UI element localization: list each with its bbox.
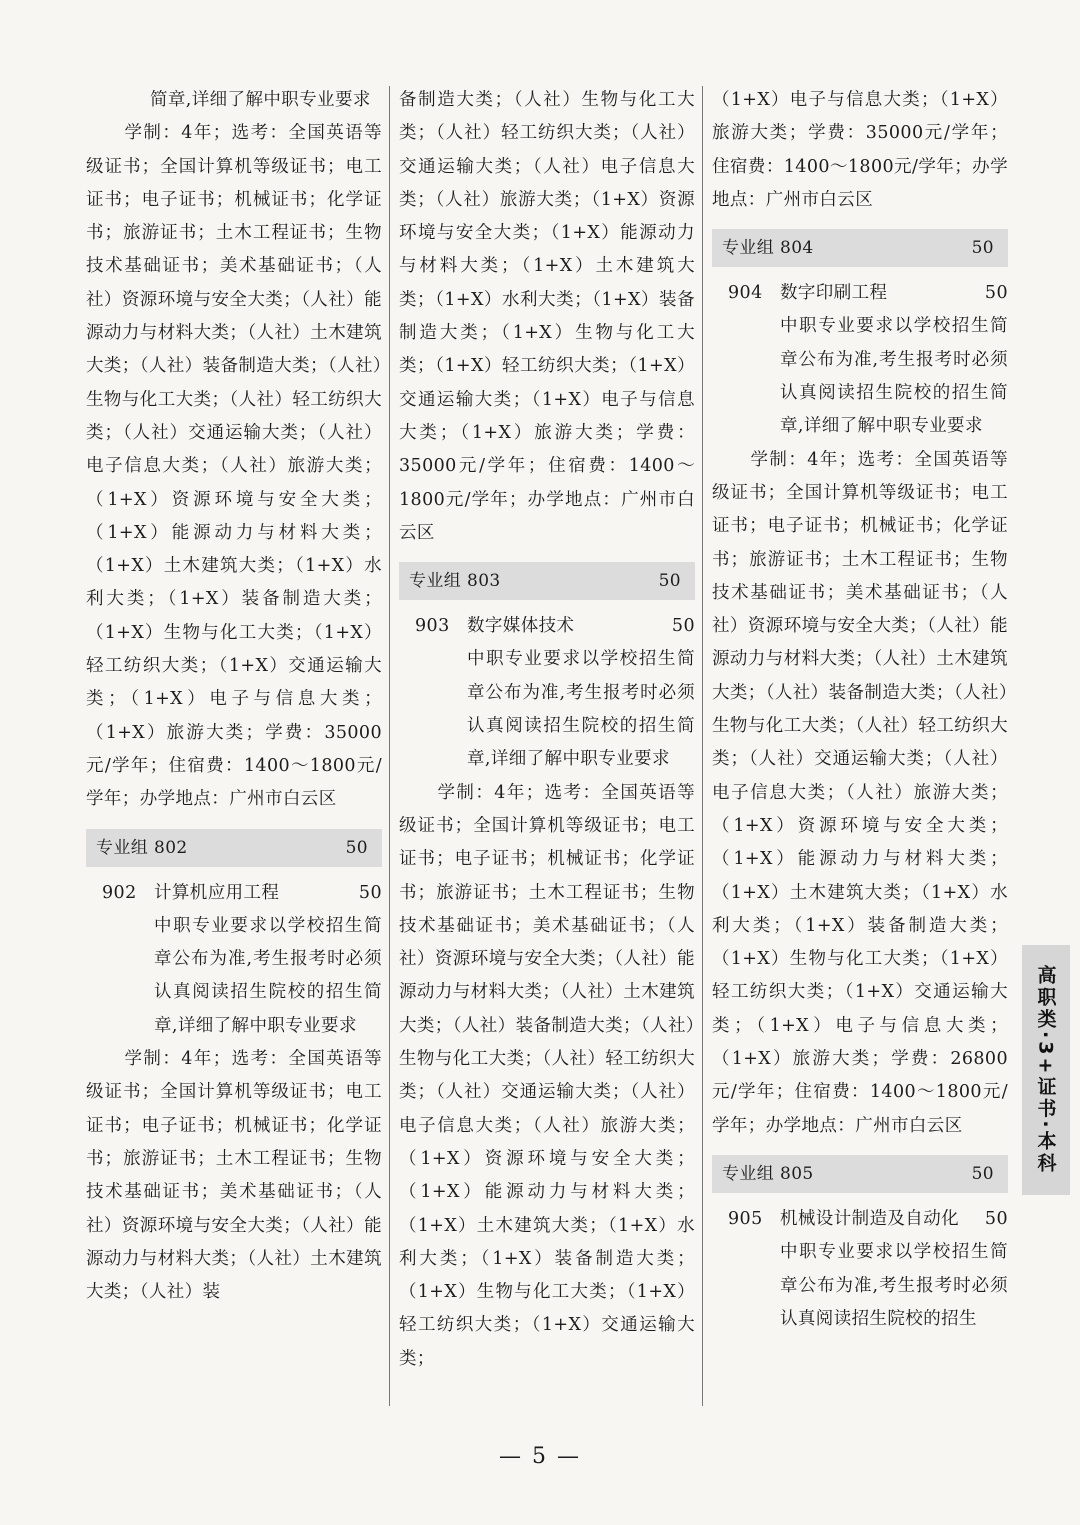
group-header [399, 562, 695, 600]
column-1 [86, 84, 382, 1309]
major-details: 学制：4年；选考：全国英语等级证书；全国计算机等级证书；电工证书；电子证书；机械证书；化学证书；旅游证书；土木工程证书；生物技术基础证书；美术基础证书；（人社）资源环境与安全大类；（人社）能源动力与材料大类；（人社）土木建筑大类；（人社）装 [86, 1049, 382, 1303]
major-requirement: 中职专业要求以学校招生简章公布为准,考生报考时必须认真阅读招生院校的招生 [780, 1242, 1008, 1329]
major-details: 备制造大类；（人社）生物与化工大类；（人社）轻工纺织大类；（人社）交通运输大类；（人社）电子信息大类；（人社）旅游大类；（1+X）资源环境与安全大类；（1+X）能源动力与材料大类；（1+X）土木建筑大类；（1+X）水利大类；（1+X）装备制造大类；（1+X）生物与化工大类；（1+X）轻工纺织大类；（1+X）交通运输大类；（1+X）电子与信息大类；（1+X）旅游大类；学费：35000元/学年；住宿费：1400～1800元/学年；办学地点：广州市白云区 [399, 90, 695, 543]
column-divider [702, 86, 703, 1406]
major-name: 机械设计制造及自动化 [780, 1208, 959, 1229]
major-name: 数字印刷工程 [780, 283, 888, 304]
major-details: 学制：4年；选考：全国英语等级证书；全国计算机等级证书；电工证书；电子证书；机械证书；化学证书；旅游证书；土木工程证书；生物技术基础证书；美术基础证书；（人社）资源环境与安全大类；（人社）能源动力与材料大类；（人社）土木建筑大类；（人社）装备制造大类；（人社）生物与化工大类；（人社）轻工纺织大类；（人社）交通运输大类；（人社）电子信息大类；（人社）旅游大类；（1+X）资源环境与安全大类；（1+X）能源动力与材料大类；（1+X）土木建筑大类；（1+X）水利大类；（1+X）装备制造大类；（1+X）生物与化工大类；（1+X）轻工纺织大类；（1+X）交通运输大类；（1+X）电子与信息大类；（1+X）旅游大类；学费：26800元/学年；住宿费：1400～1800元/学年；办学地点：广州市白云区 [712, 449, 1008, 1136]
group-label: 专业组 802 [96, 837, 188, 858]
group-label: 专业组 804 [722, 238, 814, 259]
major-quota: 50 [671, 616, 695, 637]
side-tab-label: 高职类·3+证书·本科 [1034, 965, 1057, 1175]
page-number: — 5 — [499, 1444, 581, 1469]
major-row [86, 877, 382, 910]
major-quota: 50 [358, 882, 382, 903]
major-row [712, 1203, 1008, 1236]
major-code: 905 [728, 1208, 763, 1229]
major-requirement: 中职专业要求以学校招生简章公布为准,考生报考时必须认真阅读招生院校的招生简章,详细了解中职专业要求 [467, 649, 695, 770]
major-code: 903 [415, 616, 450, 637]
column-divider [389, 86, 390, 1406]
continued-requirement: 简章,详细了解中职专业要求 [150, 90, 371, 110]
group-quota: 50 [971, 1163, 994, 1184]
column-2 [399, 84, 695, 1376]
group-header [86, 829, 382, 867]
section-side-tab [1022, 945, 1070, 1195]
group-header [712, 1155, 1008, 1193]
major-details: （1+X）电子与信息大类；（1+X）旅游大类；学费：35000元/学年；住宿费：1400～1800元/学年；办学地点：广州市白云区 [712, 90, 1008, 210]
major-requirement: 中职专业要求以学校招生简章公布为准,考生报考时必须认真阅读招生院校的招生简章,详细了解中职专业要求 [780, 316, 1008, 437]
group-header [712, 229, 1008, 267]
major-name: 计算机应用工程 [154, 882, 280, 903]
major-details: 学制：4年；选考：全国英语等级证书；全国计算机等级证书；电工证书；电子证书；机械证书；化学证书；旅游证书；土木工程证书；生物技术基础证书；美术基础证书；（人社）资源环境与安全大类；（人社）能源动力与材料大类；（人社）土木建筑大类；（人社）装备制造大类；（人社）生物与化工大类；（人社）轻工纺织大类；（人社）交通运输大类；（人社）电子信息大类；（人社）旅游大类；（1+X）资源环境与安全大类；（1+X）能源动力与材料大类；（1+X）土木建筑大类；（1+X）水利大类；（1+X）装备制造大类；（1+X）生物与化工大类；（1+X）轻工纺织大类；（1+X）交通运输大类； [399, 782, 695, 1369]
major-quota: 50 [984, 1208, 1008, 1229]
group-quota: 50 [658, 571, 681, 592]
major-row [712, 277, 1008, 310]
column-3 [712, 84, 1008, 1336]
major-code: 902 [102, 882, 137, 903]
group-label: 专业组 805 [722, 1163, 814, 1184]
major-row [399, 610, 695, 643]
group-quota: 50 [971, 238, 994, 259]
major-quota: 50 [984, 283, 1008, 304]
major-requirement: 中职专业要求以学校招生简章公布为准,考生报考时必须认真阅读招生院校的招生简章,详细了解中职专业要求 [154, 915, 382, 1036]
major-details: 学制：4年；选考：全国英语等级证书；全国计算机等级证书；电工证书；电子证书；机械证书；化学证书；旅游证书；土木工程证书；生物技术基础证书；美术基础证书；（人社）资源环境与安全大类；（人社）能源动力与材料大类；（人社）土木建筑大类；（人社）装备制造大类；（人社）生物与化工大类；（人社）轻工纺织大类；（人社）交通运输大类；（人社）电子信息大类；（人社）旅游大类；（1+X）资源环境与安全大类；（1+X）能源动力与材料大类；（1+X）土木建筑大类；（1+X）水利大类；（1+X）装备制造大类；（1+X）生物与化工大类；（1+X）轻工纺织大类；（1+X）交通运输大类；（1+X）电子与信息大类；（1+X）旅游大类；学费：35000元/学年；住宿费：1400～1800元/学年；办学地点：广州市白云区 [86, 123, 382, 810]
major-name: 数字媒体技术 [467, 616, 575, 637]
major-code: 904 [728, 283, 763, 304]
group-quota: 50 [345, 837, 368, 858]
group-label: 专业组 803 [409, 571, 501, 592]
